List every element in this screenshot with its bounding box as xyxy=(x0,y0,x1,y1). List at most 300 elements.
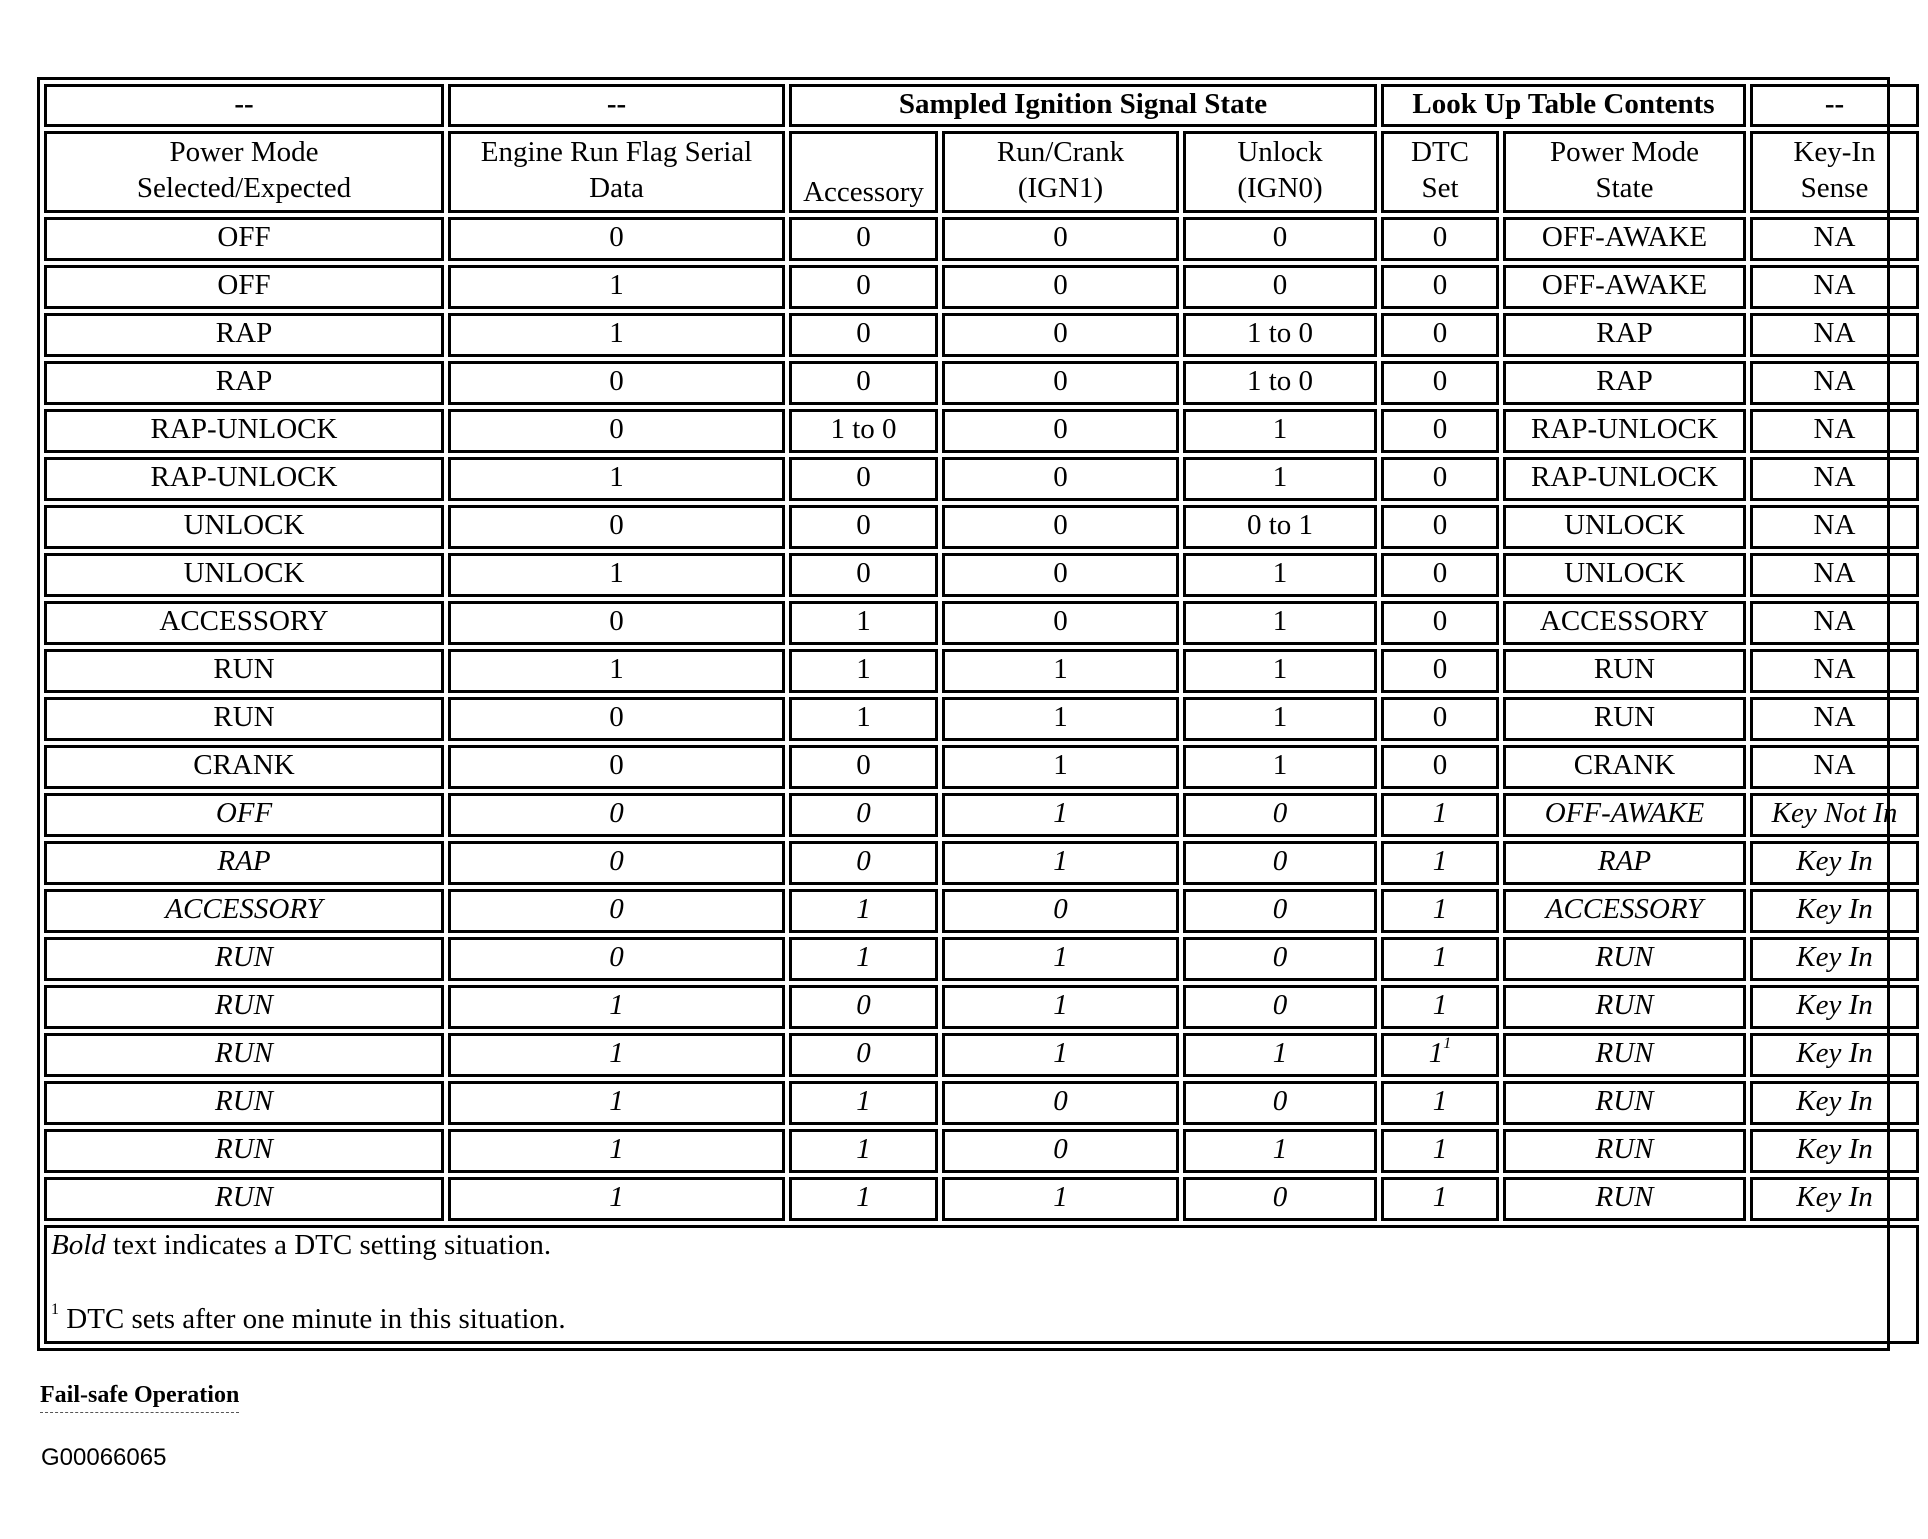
cell-engine-run-flag xyxy=(448,553,785,597)
cell-value: 0 xyxy=(609,749,624,781)
cell-value: RUN xyxy=(1595,1181,1654,1213)
cell-value: Key In xyxy=(1796,845,1873,877)
column-header-accessory xyxy=(789,131,938,213)
cell-value: 1 xyxy=(1428,1037,1444,1069)
cell-value: 0 xyxy=(1053,605,1068,637)
header-line: Accessory xyxy=(803,176,924,208)
cell-accessory xyxy=(789,217,938,261)
cell-run-crank xyxy=(942,1033,1179,1077)
cell-power-mode-selected xyxy=(44,457,444,501)
cell-value: 0 xyxy=(1432,701,1448,733)
cell-dtc-set xyxy=(1381,457,1499,501)
cell-power-mode-state xyxy=(1503,1033,1746,1077)
cell-run-crank xyxy=(942,553,1179,597)
cell-value: NA xyxy=(1813,317,1856,349)
cell-key-in-sense xyxy=(1750,505,1919,549)
cell-value: NA xyxy=(1813,701,1856,733)
cell-value: 0 xyxy=(1272,845,1288,877)
table-row xyxy=(44,457,1919,501)
cell-value: 0 xyxy=(856,749,871,781)
cell-dtc-set xyxy=(1381,697,1499,741)
cell-value: 1 xyxy=(856,893,871,925)
cell-value: 1 xyxy=(1272,701,1288,733)
cell-dtc-set xyxy=(1381,937,1499,981)
cell-value: RAP xyxy=(1596,317,1653,349)
cell-key-in-sense xyxy=(1750,217,1919,261)
cell-value: RAP xyxy=(1597,845,1652,877)
cell-value: 1 xyxy=(1272,605,1288,637)
cell-value: 1 xyxy=(1053,1181,1068,1213)
cell-value: NA xyxy=(1813,365,1856,397)
cell-value: 1 xyxy=(1272,557,1288,589)
cell-engine-run-flag xyxy=(448,265,785,309)
cell-value: RUN xyxy=(215,1133,273,1165)
cell-value: ACCESSORY xyxy=(1545,893,1704,925)
cell-value: 0 xyxy=(609,893,624,925)
cell-run-crank xyxy=(942,1129,1179,1173)
cell-engine-run-flag xyxy=(448,649,785,693)
cell-value: 0 xyxy=(1053,413,1068,445)
cell-value: 1 xyxy=(609,269,624,301)
cell-value: RUN xyxy=(215,1085,273,1117)
cell-dtc-set xyxy=(1381,553,1499,597)
header-line: Power Mode xyxy=(169,136,319,168)
cell-unlock xyxy=(1183,217,1377,261)
cell-accessory xyxy=(789,649,938,693)
cell-unlock xyxy=(1183,745,1377,789)
cell-value: ACCESSORY xyxy=(1539,605,1710,637)
header-line: Selected/Expected xyxy=(136,172,352,204)
cell-value: NA xyxy=(1813,413,1856,445)
footnote-marker: 1 xyxy=(1443,1035,1452,1052)
cell-value: 1 xyxy=(609,1181,624,1213)
cell-value: Key Not In xyxy=(1771,797,1898,829)
cell-power-mode-selected xyxy=(44,937,444,981)
cell-run-crank xyxy=(942,937,1179,981)
cell-power-mode-selected xyxy=(44,841,444,885)
cell-value: OFF xyxy=(215,797,273,829)
cell-unlock xyxy=(1183,985,1377,1029)
cell-engine-run-flag xyxy=(448,217,785,261)
cell-engine-run-flag xyxy=(448,1129,785,1173)
cell-key-in-sense xyxy=(1750,601,1919,645)
cell-engine-run-flag xyxy=(448,409,785,453)
header-line: State xyxy=(1595,172,1654,204)
cell-power-mode-state xyxy=(1503,601,1746,645)
table-row xyxy=(44,361,1919,405)
cell-power-mode-selected xyxy=(44,505,444,549)
cell-power-mode-selected xyxy=(44,409,444,453)
cell-value: 0 xyxy=(1053,221,1068,253)
cell-value: 0 xyxy=(1272,269,1288,301)
cell-value: 1 xyxy=(856,941,871,973)
cell-accessory xyxy=(789,457,938,501)
column-header-unlock xyxy=(1183,131,1377,213)
cell-power-mode-state xyxy=(1503,985,1746,1029)
cell-power-mode-state xyxy=(1503,505,1746,549)
footnote-marker: 1 xyxy=(51,1301,59,1318)
cell-value: ACCESSORY xyxy=(159,605,329,637)
cell-value: NA xyxy=(1813,605,1856,637)
cell-unlock xyxy=(1183,841,1377,885)
cell-power-mode-selected xyxy=(44,745,444,789)
table-row xyxy=(44,697,1919,741)
cell-value: 1 xyxy=(1432,1133,1448,1165)
cell-run-crank xyxy=(942,793,1179,837)
cell-unlock xyxy=(1183,889,1377,933)
footnotes xyxy=(44,1225,1919,1344)
cell-engine-run-flag xyxy=(448,1081,785,1125)
cell-accessory xyxy=(789,361,938,405)
cell-value: 0 xyxy=(856,221,871,253)
table-row xyxy=(44,553,1919,597)
table-row xyxy=(44,505,1919,549)
cell-dtc-set xyxy=(1381,649,1499,693)
column-header-run-crank xyxy=(942,131,1179,213)
table-row xyxy=(44,745,1919,789)
cell-key-in-sense xyxy=(1750,937,1919,981)
cell-power-mode-state xyxy=(1503,745,1746,789)
cell-value: 1 xyxy=(1432,941,1448,973)
cell-value: 1 xyxy=(1053,701,1068,733)
cell-unlock xyxy=(1183,313,1377,357)
cell-power-mode-state xyxy=(1503,1177,1746,1221)
cell-value: Key In xyxy=(1796,989,1873,1021)
cell-value: 1 xyxy=(1432,845,1448,877)
cell-value: 0 xyxy=(1432,461,1448,493)
cell-power-mode-selected xyxy=(44,697,444,741)
cell-dtc-set xyxy=(1381,1033,1499,1077)
cell-value: 0 xyxy=(1053,509,1068,541)
cell-power-mode-selected xyxy=(44,649,444,693)
cell-value: ACCESSORY xyxy=(165,893,323,925)
cell-value: 0 xyxy=(1053,269,1068,301)
cell-engine-run-flag xyxy=(448,1033,785,1077)
group-header-lookup-table: Look Up Table Contents xyxy=(1381,84,1746,127)
cell-value: Key In xyxy=(1796,1085,1873,1117)
cell-power-mode-selected xyxy=(44,553,444,597)
cell-power-mode-selected xyxy=(44,889,444,933)
cell-value: 0 xyxy=(1432,317,1448,349)
cell-accessory xyxy=(789,265,938,309)
cell-dtc-set xyxy=(1381,745,1499,789)
cell-accessory xyxy=(789,313,938,357)
column-header-power-mode-state xyxy=(1503,131,1746,213)
cell-value: 0 xyxy=(1053,893,1068,925)
cell-dtc-set xyxy=(1381,505,1499,549)
cell-power-mode-state xyxy=(1503,1081,1746,1125)
table-row xyxy=(44,265,1919,309)
cell-value: OFF xyxy=(217,269,271,301)
cell-value: 0 xyxy=(1053,557,1068,589)
cell-key-in-sense xyxy=(1750,649,1919,693)
cell-key-in-sense xyxy=(1750,409,1919,453)
cell-power-mode-selected xyxy=(44,793,444,837)
cell-run-crank xyxy=(942,505,1179,549)
cell-value: 0 xyxy=(1432,653,1448,685)
cell-value: RAP-UNLOCK xyxy=(150,461,338,493)
cell-engine-run-flag xyxy=(448,985,785,1029)
cell-key-in-sense xyxy=(1750,457,1919,501)
cell-value: 0 xyxy=(1272,1181,1288,1213)
cell-power-mode-selected xyxy=(44,313,444,357)
cell-dtc-set xyxy=(1381,841,1499,885)
cell-engine-run-flag xyxy=(448,601,785,645)
cell-dtc-set xyxy=(1381,601,1499,645)
cell-engine-run-flag xyxy=(448,937,785,981)
cell-power-mode-state xyxy=(1503,649,1746,693)
group-header: -- xyxy=(44,84,444,127)
table-row xyxy=(44,649,1919,693)
cell-value: 1 xyxy=(1432,797,1448,829)
cell-power-mode-selected xyxy=(44,265,444,309)
cell-power-mode-state xyxy=(1503,1129,1746,1173)
footnote-bold-note xyxy=(51,1228,1916,1262)
cell-run-crank xyxy=(942,889,1179,933)
cell-accessory xyxy=(789,505,938,549)
cell-value: Key In xyxy=(1796,1181,1873,1213)
group-header-sampled-ignition: Sampled Ignition Signal State xyxy=(789,84,1377,127)
cell-value: 1 xyxy=(609,653,624,685)
footnote-emphasis: Bold xyxy=(51,1229,106,1261)
cell-value: OFF-AWAKE xyxy=(1541,221,1708,253)
cell-value: 0 xyxy=(856,509,871,541)
cell-value: RUN xyxy=(1595,1085,1654,1117)
cell-value: 1 xyxy=(1272,413,1288,445)
cell-value: 1 xyxy=(1432,893,1448,925)
cell-value: 1 to 0 xyxy=(1246,317,1314,349)
table-row xyxy=(44,841,1919,885)
table-frame xyxy=(37,77,1898,1351)
cell-key-in-sense xyxy=(1750,985,1919,1029)
cell-value: 0 xyxy=(856,461,871,493)
cell-value: 0 xyxy=(1053,365,1068,397)
cell-value: 0 xyxy=(609,509,624,541)
cell-value: RUN xyxy=(215,941,273,973)
cell-value: RUN xyxy=(215,989,273,1021)
footnote-text: text indicates a DTC setting situation. xyxy=(105,1229,552,1261)
header-line: Run/Crank xyxy=(996,136,1125,168)
cell-engine-run-flag xyxy=(448,745,785,789)
cell-value: 0 to 1 xyxy=(1246,509,1314,541)
cell-dtc-set xyxy=(1381,1129,1499,1173)
footnote-text: DTC sets after one minute in this situation. xyxy=(59,1303,566,1335)
cell-value: 1 xyxy=(609,557,624,589)
table-row xyxy=(44,937,1919,981)
cell-run-crank xyxy=(942,745,1179,789)
cell-value: UNLOCK xyxy=(183,509,305,541)
cell-dtc-set xyxy=(1381,265,1499,309)
cell-power-mode-state xyxy=(1503,457,1746,501)
cell-value: CRANK xyxy=(1573,749,1676,781)
header-line: Set xyxy=(1421,172,1459,204)
cell-power-mode-state xyxy=(1503,361,1746,405)
cell-value: 0 xyxy=(1272,989,1288,1021)
section-title-fail-safe-operation[interactable]: Fail-safe Operation xyxy=(40,1382,239,1413)
table-row xyxy=(44,985,1919,1029)
cell-value: 1 xyxy=(1432,989,1448,1021)
cell-value: 1 xyxy=(609,1037,624,1069)
cell-power-mode-selected xyxy=(44,361,444,405)
cell-value: 0 xyxy=(1432,605,1448,637)
cell-power-mode-state xyxy=(1503,265,1746,309)
cell-unlock xyxy=(1183,937,1377,981)
cell-value: RAP xyxy=(217,845,271,877)
cell-value: 0 xyxy=(1272,941,1288,973)
cell-engine-run-flag xyxy=(448,697,785,741)
cell-value: 0 xyxy=(1053,461,1068,493)
cell-power-mode-selected xyxy=(44,217,444,261)
cell-value: RUN xyxy=(215,1037,273,1069)
table-row xyxy=(44,601,1919,645)
cell-key-in-sense xyxy=(1750,1177,1919,1221)
cell-engine-run-flag xyxy=(448,1177,785,1221)
table-row xyxy=(44,409,1919,453)
cell-value: RAP xyxy=(215,317,273,349)
footnote-dtc-timing xyxy=(51,1302,1916,1336)
cell-value: RUN xyxy=(1595,989,1654,1021)
cell-value: NA xyxy=(1813,269,1856,301)
cell-run-crank xyxy=(942,265,1179,309)
cell-value: NA xyxy=(1813,221,1856,253)
header-line: Power Mode xyxy=(1549,136,1699,168)
cell-power-mode-state xyxy=(1503,841,1746,885)
cell-value: RUN xyxy=(1595,1037,1654,1069)
cell-accessory xyxy=(789,1129,938,1173)
cell-value: RUN xyxy=(1595,941,1654,973)
cell-key-in-sense xyxy=(1750,553,1919,597)
cell-unlock xyxy=(1183,1177,1377,1221)
cell-value: 0 xyxy=(856,845,871,877)
cell-value: 0 xyxy=(1053,1133,1068,1165)
cell-value: Key In xyxy=(1796,893,1873,925)
cell-accessory xyxy=(789,985,938,1029)
cell-engine-run-flag xyxy=(448,505,785,549)
cell-dtc-set xyxy=(1381,793,1499,837)
cell-accessory xyxy=(789,1033,938,1077)
cell-power-mode-state xyxy=(1503,937,1746,981)
cell-value: CRANK xyxy=(193,749,295,781)
cell-value: 0 xyxy=(856,269,871,301)
cell-value: 1 xyxy=(609,1133,624,1165)
footnote-row xyxy=(44,1225,1919,1344)
cell-value: 0 xyxy=(609,221,624,253)
cell-value: 1 to 0 xyxy=(830,413,897,445)
cell-value: RUN xyxy=(213,653,275,685)
cell-power-mode-state xyxy=(1503,793,1746,837)
cell-power-mode-selected xyxy=(44,1177,444,1221)
cell-run-crank xyxy=(942,697,1179,741)
cell-value: Key In xyxy=(1796,1133,1873,1165)
cell-value: 0 xyxy=(856,797,871,829)
cell-value: 1 xyxy=(856,1133,871,1165)
cell-value: 0 xyxy=(1432,413,1448,445)
cell-value: 0 xyxy=(609,797,624,829)
cell-run-crank xyxy=(942,601,1179,645)
cell-value: 1 xyxy=(609,1085,624,1117)
cell-run-crank xyxy=(942,313,1179,357)
cell-unlock xyxy=(1183,697,1377,741)
cell-value: Key In xyxy=(1796,941,1873,973)
power-mode-table xyxy=(40,80,1923,1348)
cell-power-mode-selected xyxy=(44,1129,444,1173)
cell-power-mode-selected xyxy=(44,985,444,1029)
cell-run-crank xyxy=(942,409,1179,453)
cell-unlock xyxy=(1183,1033,1377,1077)
cell-dtc-set xyxy=(1381,889,1499,933)
table-row xyxy=(44,217,1919,261)
header-line: Unlock xyxy=(1237,136,1323,168)
table-row xyxy=(44,1177,1919,1221)
header-line: Data xyxy=(589,172,644,204)
cell-accessory xyxy=(789,793,938,837)
cell-value: Key In xyxy=(1796,1037,1873,1069)
cell-value: 1 xyxy=(856,653,871,685)
cell-unlock xyxy=(1183,1081,1377,1125)
cell-value: 1 xyxy=(856,605,871,637)
cell-value: 1 xyxy=(1432,1181,1448,1213)
cell-value: OFF-AWAKE xyxy=(1541,269,1708,301)
cell-value: 0 xyxy=(1272,893,1288,925)
cell-key-in-sense xyxy=(1750,793,1919,837)
cell-power-mode-state xyxy=(1503,889,1746,933)
cell-accessory xyxy=(789,1081,938,1125)
cell-dtc-set xyxy=(1381,313,1499,357)
cell-run-crank xyxy=(942,217,1179,261)
table-row xyxy=(44,313,1919,357)
header-line: DTC xyxy=(1411,136,1469,168)
cell-value: 0 xyxy=(1432,509,1448,541)
group-header: -- xyxy=(1750,84,1919,127)
table-row xyxy=(44,1129,1919,1173)
cell-power-mode-selected xyxy=(44,601,444,645)
cell-accessory xyxy=(789,841,938,885)
cell-engine-run-flag xyxy=(448,889,785,933)
cell-value: 1 to 0 xyxy=(1246,365,1314,397)
cell-value: 0 xyxy=(609,701,624,733)
header-line: (IGN0) xyxy=(1237,172,1323,204)
cell-value: RUN xyxy=(1593,701,1656,733)
cell-value: 0 xyxy=(1432,221,1448,253)
cell-power-mode-state xyxy=(1503,697,1746,741)
cell-accessory xyxy=(789,553,938,597)
cell-key-in-sense xyxy=(1750,697,1919,741)
cell-key-in-sense xyxy=(1750,841,1919,885)
cell-accessory xyxy=(789,601,938,645)
cell-accessory xyxy=(789,697,938,741)
cell-accessory xyxy=(789,937,938,981)
cell-dtc-set xyxy=(1381,217,1499,261)
cell-accessory xyxy=(789,889,938,933)
group-header: -- xyxy=(448,84,785,127)
group-header-row xyxy=(44,84,1919,127)
cell-value: 1 xyxy=(1272,1037,1288,1069)
cell-value: 1 xyxy=(1053,845,1068,877)
cell-value: 0 xyxy=(1432,557,1448,589)
cell-dtc-set xyxy=(1381,409,1499,453)
cell-unlock xyxy=(1183,601,1377,645)
cell-value: RAP-UNLOCK xyxy=(1531,413,1718,445)
cell-value: 1 xyxy=(1053,749,1068,781)
cell-power-mode-selected xyxy=(44,1033,444,1077)
table-row xyxy=(44,1081,1919,1125)
cell-value: 1 xyxy=(1053,653,1068,685)
cell-value: 1 xyxy=(1053,797,1068,829)
cell-dtc-set xyxy=(1381,1081,1499,1125)
cell-value: NA xyxy=(1813,557,1856,589)
table-row xyxy=(44,793,1919,837)
cell-value: NA xyxy=(1813,461,1856,493)
